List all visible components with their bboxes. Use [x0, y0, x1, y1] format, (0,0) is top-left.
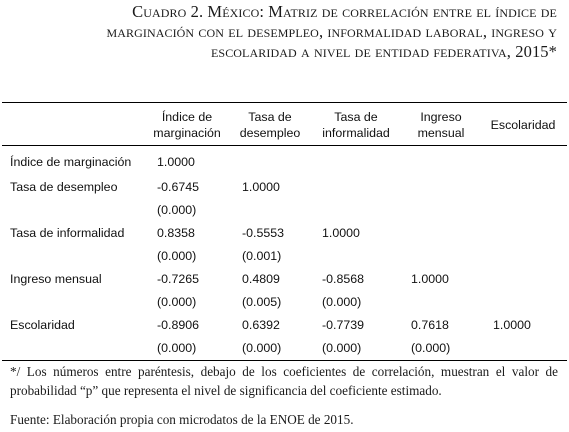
- coef-cell: 0.6392: [242, 318, 280, 332]
- table-top-rule: [2, 102, 567, 103]
- caption-line-3: escolaridad a nivel de entidad federativa, 2015*: [210, 42, 557, 61]
- coef-cell: -0.8906: [157, 318, 200, 332]
- header-label: Índice de: [161, 110, 213, 124]
- table-footnote: */ Los números entre paréntesis, debajo de los coeficientes de correlación, muestran el valor de probabilidad “p” que representa el nivel de significancia del coeficiente estimado.: [10, 364, 558, 398]
- pval-cell: (0.005): [242, 295, 282, 309]
- pval-cell: (0.000): [157, 249, 197, 263]
- coef-cell: -0.7265: [157, 272, 200, 286]
- header-label: Escolaridad: [490, 118, 556, 132]
- pval-cell: (0.000): [157, 341, 197, 355]
- row-label: Ingreso mensual: [10, 272, 102, 286]
- pval-cell: (0.000): [411, 341, 451, 355]
- coef-cell: 1.0000: [411, 272, 449, 286]
- header-label: informalidad: [322, 126, 390, 140]
- coef-cell: -0.5553: [242, 226, 285, 240]
- table-caption: [12, 2, 557, 62]
- pval-cell: (0.001): [242, 249, 282, 263]
- pval-cell: (0.000): [322, 295, 362, 309]
- table-source: Fuente: Elaboración propia con microdatos de la ENOE de 2015.: [10, 412, 354, 427]
- coef-cell: 0.4809: [242, 272, 280, 286]
- header-label: marginación: [153, 126, 221, 140]
- header-bottom-rule: [2, 145, 567, 146]
- caption-line-1: Cuadro 2. México: Matriz de correlación entre el índice de: [132, 2, 557, 21]
- header-label: desempleo: [239, 126, 301, 140]
- row-label: Tasa de informalidad: [10, 226, 125, 240]
- table-bottom-rule: [2, 360, 567, 361]
- coef-cell: 1.0000: [493, 318, 531, 332]
- coef-cell: -0.8568: [322, 272, 365, 286]
- header-label: mensual: [417, 126, 465, 140]
- coef-cell: -0.6745: [157, 180, 200, 194]
- row-label: Índice de marginación: [10, 155, 132, 169]
- row-label: Escolaridad: [10, 318, 75, 332]
- pval-cell: (0.000): [157, 295, 197, 309]
- coef-cell: 1.0000: [322, 226, 360, 240]
- coef-cell: 1.0000: [242, 180, 280, 194]
- header-label: Tasa de: [334, 110, 378, 124]
- pval-cell: (0.000): [242, 341, 282, 355]
- header-label: Ingreso: [420, 110, 462, 124]
- header-ingreso-mensual: [406, 109, 476, 141]
- header-tasa-informalidad: [314, 109, 398, 141]
- coef-cell: 0.8358: [157, 226, 195, 240]
- coef-cell: 0.7618: [411, 318, 449, 332]
- header-escolaridad: [482, 117, 564, 133]
- pval-cell: (0.000): [157, 203, 197, 217]
- caption-line-2: marginación con el desempleo, informalidad laboral, ingreso y: [106, 22, 557, 41]
- row-label: Tasa de desempleo: [10, 180, 118, 194]
- pval-cell: (0.000): [322, 341, 362, 355]
- coef-cell: -0.7739: [322, 318, 365, 332]
- header-label: Tasa de: [248, 110, 292, 124]
- header-tasa-desempleo: [232, 109, 308, 141]
- header-indice-marginacion: [147, 109, 227, 141]
- coef-cell: 1.0000: [157, 155, 195, 169]
